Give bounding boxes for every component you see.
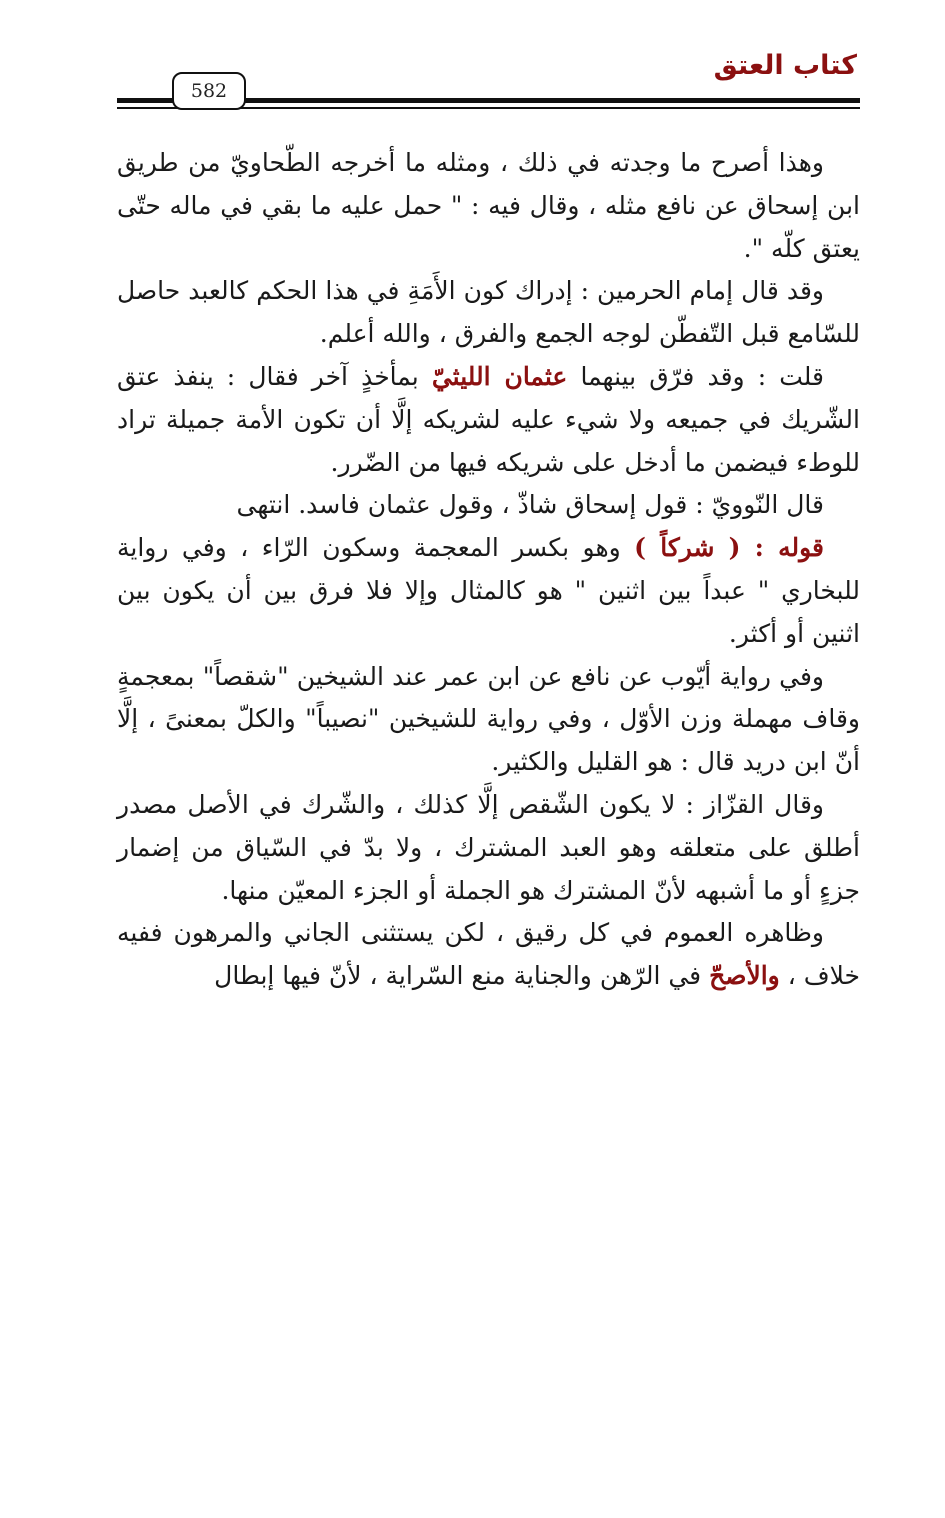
paragraph-3-before: قلت : وقد فرّق بينهما [580, 361, 825, 391]
paragraph-8-before: وظاهره العموم في كل رقيق ، لكن يستثنى الجاني والمرهون ففيه خلاف ، [117, 918, 860, 991]
paragraph-6: وفي رواية أيّوب عن نافع عن ابن عمر عند الشيخين "شقصاً" بمعجمةٍ وقاف مهملة وزن الأوّل ، وفي رواية للشيخين "نصيباً" والكلّ بمعنىً ، إلَّا أنّ ابن دريد قال : هو القليل والكثير. [117, 661, 860, 777]
paragraph-3-after: بمأخذٍ آخر فقال : ينفذ عتق الشّريك في جميعه ولا شيء عليه لشريكه إلَّا أن تكون الأمة جميلة تراد للوطء فيضمن ما أدخل على شريكه فيها من الضّرر. [117, 361, 860, 477]
paragraph-4: قال النّوويّ : قول إسحاق شاذّ ، وقول عثمان فاسد. انتهى [236, 490, 824, 520]
paragraph-5-after: وهو بكسر المعجمة وسكون الرّاء ، وفي رواية للبخاري " عبداً بين اثنين " هو كالمثال وإلا فلا فرق بين أن يكون بين اثنين أو أكثر. [117, 533, 860, 648]
paragraph-8-after: في الرّهن والجناية منع السّراية ، لأنّ فيها إبطال [214, 961, 702, 991]
paragraph-8 [117, 912, 860, 998]
body-text [117, 142, 860, 998]
highlight-al-asahh: والأصحّ [709, 961, 780, 991]
highlight-uthman-al-laythi: عثمان الليثيّ [431, 361, 568, 391]
paragraph-3 [117, 356, 860, 484]
paragraph-5 [117, 527, 860, 655]
paragraph-2: وقد قال إمام الحرمين : إدراك كون الأَمَةِ في هذا الحكم كالعبد حاصل للسّامع قبل التّفطّن لوجه الجمع والفرق ، والله أعلم. [117, 276, 860, 349]
paragraph-1: وهذا أصرح ما وجدته في ذلك ، ومثله ما أخرجه الطّحاويّ من طريق ابن إسحاق عن نافع مثله ، وقال فيه : " حمل عليه ما بقي في ماله حتّى يعتق كلّه ". [117, 148, 860, 263]
highlight-qawluhu-shirkan: قوله : ( شركاً ) [634, 533, 824, 563]
chapter-title: كتاب العتق [713, 50, 857, 81]
page-number: 582 [172, 72, 246, 110]
paragraph-7: وقال القزّاز : لا يكون الشّقص إلَّا كذلك ، والشّرك في الأصل مصدر أطلق على متعلقه وهو العبد المشترك ، ولا بدّ في السّياق من إضمار جزءٍ أو ما أشبهه لأنّ المشترك هو الجملة أو الجزء المعيّن منها. [117, 789, 860, 905]
